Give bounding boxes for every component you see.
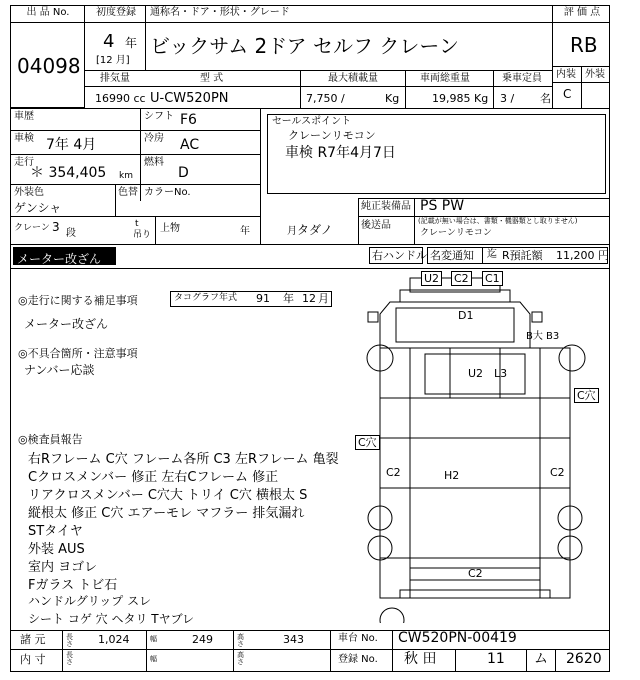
defect-label: ◎不具合箇所・注意事項 (18, 347, 138, 360)
name-label: 通称名・ドア・形状・グレード (150, 7, 290, 18)
upper-month-unit: 月 (287, 226, 297, 237)
sales-line2: 車検 R7年4月7日 (285, 145, 396, 161)
height-label: 高さ (237, 633, 244, 648)
model-label: 型 式 (200, 73, 224, 84)
windshield (396, 308, 514, 342)
crane-stage: 3 (52, 220, 60, 234)
gvw-label: 車両総重量 (420, 73, 470, 84)
rhd-label: 右ハンドル (372, 249, 427, 262)
load-label: 最大積載量 (328, 73, 378, 84)
defect-note: ナンバー応談 (24, 363, 95, 377)
lot-label: 出 品 No. (26, 7, 70, 18)
eval-label: 評 価 点 (563, 7, 601, 18)
name-change-label: 名変通知 (430, 249, 474, 262)
driving-note: メーター改ざん (24, 317, 109, 331)
diagram-label: C2 (468, 567, 483, 580)
reg-label: 初度登録 (96, 7, 136, 18)
chassis (380, 348, 570, 598)
model-code: U-CW520PN (150, 91, 229, 106)
reg-number: 2620 (566, 651, 602, 667)
colorno-label: カラーNo. (144, 187, 191, 198)
driving-label: ◎走行に関する補足事項 (18, 294, 138, 307)
reg-month: [12 月] (96, 55, 130, 66)
tacho-year: 91 (256, 292, 270, 305)
inspector-report (28, 448, 339, 628)
disp-label: 排気量 (100, 73, 130, 84)
tacho-month: 12 (302, 292, 316, 305)
sales-line1: クレーンリモコン (288, 129, 376, 142)
vin-label: 車台 No. (338, 633, 378, 644)
inner-len-label: 長さ (66, 651, 73, 666)
inspector-label: ◎検査員報告 (18, 433, 83, 446)
diagram-label: B大 (526, 331, 543, 342)
reg-year: 4 (103, 31, 115, 52)
diagram-label: C1 (482, 271, 503, 286)
diagram-label: B3 (546, 331, 560, 342)
width-label: 幅 (150, 635, 157, 643)
report-line: ハンドルグリップ スレ (28, 594, 152, 608)
color-change-label: 色替 (118, 187, 138, 198)
diagram-label: C穴 (574, 388, 599, 403)
report-line: Fガラス トビ石 (28, 578, 118, 593)
report-line: Cクロスメンバー 修正 左右Cフレーム 修正 (28, 470, 279, 485)
diagram-label: D1 (458, 309, 474, 322)
dims-label: 諸 元 (20, 633, 46, 646)
reg-area: 秋 田 (404, 651, 437, 667)
inspection-value: 7年 4月 (46, 137, 97, 153)
report-line: 縦根太 修正 C穴 エアーモレ マフラー 排気漏れ (28, 506, 305, 521)
vin-value: CW520PN-00419 (398, 630, 517, 646)
reg-no-label: 登録 No. (338, 654, 378, 665)
report-line: シート コゲ 穴 ヘタリ Tヤブレ (28, 612, 195, 626)
diagram-label: C穴 (355, 435, 380, 450)
diagram-label: C2 (550, 466, 565, 479)
cab-body (380, 302, 530, 348)
stage-unit: 段 (66, 228, 76, 239)
fee-label: R預託額 (502, 249, 543, 262)
len-label: 長さ (66, 633, 73, 648)
capacity-unit: 名 (540, 92, 551, 105)
report-line: 右Rフレーム C穴 フレーム各所 C3 左Rフレーム 亀裂 (28, 452, 339, 467)
max-load: 7,750 / (306, 92, 345, 105)
sales-label: セールスポイント (272, 116, 352, 127)
displacement: 16990 cc (95, 92, 146, 105)
car-name: ビックサム 2ドア セルフ クレーン (150, 34, 459, 58)
until-label: 迄 (487, 249, 497, 260)
fuel-label: 燃料 (144, 157, 164, 168)
after-note: (記載が無い場合は、書類・機器類とし取りません) (418, 217, 578, 225)
report-line: 外装 AUS (28, 542, 85, 557)
after-value: クレーンリモコン (420, 228, 492, 238)
upper-year-unit: 年 (240, 226, 250, 237)
after-label: 後送品 (361, 220, 391, 231)
capacity: 3 / (500, 92, 515, 105)
reg-kana: ム (534, 651, 548, 667)
shift-label: シフト (144, 111, 174, 122)
lot-number: 04098 (17, 54, 81, 78)
inspection-label: 車検 (14, 133, 34, 144)
equip-value: PS PW (420, 198, 465, 214)
history-label: 車歴 (14, 111, 34, 122)
diagram-label: U2 (421, 271, 442, 286)
mileage-unit: km (119, 171, 133, 181)
interior-grade: C (563, 87, 572, 101)
exterior-label: 外装 (585, 69, 605, 80)
cap-label: 乗車定員 (502, 73, 542, 84)
equip-label: 純正装備品 (361, 201, 411, 212)
fee-value: 11,200 (556, 249, 595, 262)
eval-grade: RB (570, 33, 598, 57)
color-value: ゲンシャ (14, 201, 62, 215)
tacho-year-unit: 年 (283, 292, 294, 305)
diagram-label: L3 (494, 367, 508, 380)
inner-height-label: 高さ (237, 651, 244, 666)
wheel-fr (559, 345, 585, 371)
diagram-label: H2 (444, 469, 460, 482)
inner-label: 内 寸 (20, 653, 46, 666)
diagram-label: C2 (386, 466, 401, 479)
len-value: 1,024 (98, 633, 130, 646)
reg-year-unit: 年 (125, 36, 138, 50)
fee-unit: 円 (598, 249, 609, 262)
tacho-label: タコグラフ年式 (174, 293, 238, 303)
ac-label: 冷房 (144, 133, 164, 144)
height-value: 343 (283, 633, 304, 646)
gvw: 19,985 Kg (432, 92, 489, 105)
load-unit: Kg (385, 92, 400, 105)
report-line: STタイヤ (28, 524, 83, 539)
mileage-label: 走行 (14, 157, 34, 168)
report-line: 室内 ヨゴレ (28, 560, 98, 575)
color-label: 外装色 (14, 187, 44, 198)
ton-unit: t (135, 219, 139, 229)
ac-value: AC (180, 137, 200, 153)
hoist-unit: 吊り (133, 230, 152, 240)
mileage-value: ＊ 354,405 (30, 165, 107, 181)
upper-label: 上物 (160, 223, 180, 234)
fuel-value: D (178, 165, 189, 181)
report-line: リアクロスメンバー C穴大 トリイ C穴 横根太 S (28, 488, 308, 503)
reg-class: 11 (487, 651, 505, 667)
diagram-label: C2 (451, 271, 472, 286)
upper-maker: タダノ (297, 223, 333, 237)
inner-width-label: 幅 (150, 655, 157, 663)
width-value: 249 (192, 633, 213, 646)
tacho-month-unit: 月 (318, 292, 329, 305)
meter-warning: メーター改ざん車 (13, 247, 116, 265)
crane-label: クレーン (14, 223, 50, 233)
interior-label: 内装 (556, 69, 576, 80)
shift-value: F6 (180, 112, 197, 128)
diagram-label: U2 (468, 367, 484, 380)
